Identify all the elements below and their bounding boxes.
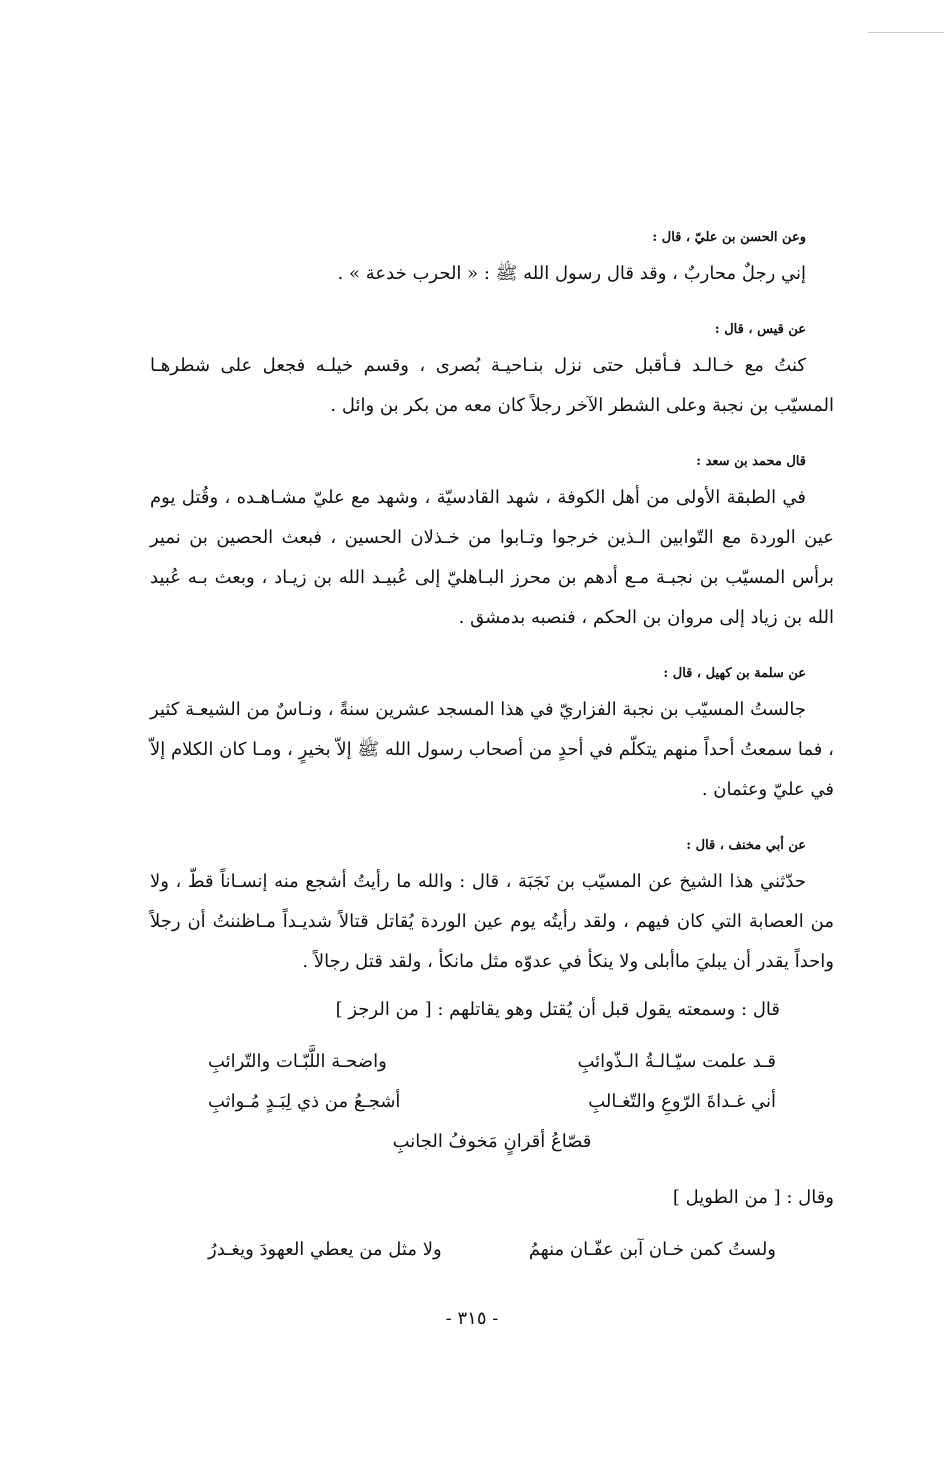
section-heading: وعن الحسن بن عليّ ، قال : <box>652 230 806 245</box>
verse-first-hemistich: أني غـداةَ الرّوعِ والتّغـالبِ <box>588 1091 776 1112</box>
section-heading: قال محمد بن سعد : <box>696 454 806 469</box>
page-body <box>150 228 834 1286</box>
section-salama <box>150 664 834 810</box>
verse-second-hemistich: واضحـة اللَّبّـات والتّرائبِ <box>208 1051 387 1072</box>
section-text: حدّثني هذا الشيخ عن المسيّب بن نَجَبَة ، قال : والله ما رأيتُ أشجع منه إنسـاناً قطّ ، ولا من العصابة التي كان فيهم ، ولقد رأيتُه يوم عين الوردة يُقاتل قتالاً شديـداً مـاظننتُ أن رجلاً واحداً يقدر أن يبليَ ماأبلى ولا ينكأ في عدوّه مثل مانكأ ، ولقد قتل رجالاً . <box>150 871 834 972</box>
section-hasan <box>150 228 834 294</box>
section-text: جالستُ المسيّب بن نجبة الفزاريّ في هذا المسجد عشرين سنةً ، ونـاسٌ من الشيعـة كثير ، فما سمعتُ أحداً منهم يتكلّم في أحدٍ من أصحاب رسول الله ﷺ إلاّ بخيرٍ ، ومـا كان الكلام إلاّ في عليّ وعثمان . <box>150 699 834 800</box>
verse-second-hemistich: أشجـعُ من ذي لِبَـدٍ مُـواثبِ <box>208 1091 401 1112</box>
section-text: كنتُ مع خـالـد فـأقبل حتى نزل بنـاحيـة بُصرى ، وقسم خيلـه فجعل على شطرهـا المسيّب بن نجبة وعلى الشطر الآخر رجلاً كان معه من بكر بن وائل . <box>150 355 834 416</box>
section-heading: عن قيس ، قال : <box>714 322 806 337</box>
section-heading: عن سلمة بن كهيل ، قال : <box>663 666 806 681</box>
section-text: إني رجلٌ محاربٌ ، وقد قال رسول الله ﷺ : « الحرب خدعة » . <box>337 263 806 284</box>
poem-intro: وقال : [ من الطويل ] <box>672 1187 834 1208</box>
verse-line <box>150 1042 834 1082</box>
top-rule <box>868 32 944 33</box>
poem-rajaz <box>150 1042 834 1162</box>
section-text: في الطبقة الأولى من أهل الكوفة ، شهد القادسيّة ، وشهد مع عليّ مشـاهـده ، وقُتل يوم عين الوردة مع التّوابين الـذين خرجوا وتـابوا من خـذلان الحسين ، فبعث الحصين بن نمير برأس المسيّب بن نجبـة مـع أدهم بن محرز البـاهليّ إلى عُبيـد الله بن زيـاد ، وبعث بـه عُبيد الله بن زياد إلى مروان بن الحكم ، فنصبه بدمشق . <box>150 487 834 628</box>
section-heading: عن أبي مخنف ، قال : <box>686 838 806 853</box>
poem-intro: قال : وسمعته يقول قبل أن يُقتل وهو يقاتلهم : [ من الرجز ] <box>335 999 780 1020</box>
page-number: - ٣١٥ - <box>445 1308 499 1329</box>
section-abu-mikhnaf <box>150 836 834 982</box>
verse-line <box>150 1082 834 1122</box>
verse-first-hemistich: قـد علمت سيّـالـةُ الـذّوائبِ <box>577 1051 776 1072</box>
section-ibn-saad <box>150 452 834 638</box>
verse-first-hemistich: ولستُ كمن خـان آبن عفّـان منهمُ <box>528 1239 776 1260</box>
verse-line <box>150 1230 834 1270</box>
verse-second-hemistich: ولا مثل من يعطي العهودَ ويغـدرُ <box>208 1239 442 1260</box>
verse-single-line: قصّاعُ أقرانٍ مَخوفُ الجانبِ <box>392 1131 592 1152</box>
section-qays <box>150 320 834 426</box>
poem-tawil <box>150 1230 834 1270</box>
